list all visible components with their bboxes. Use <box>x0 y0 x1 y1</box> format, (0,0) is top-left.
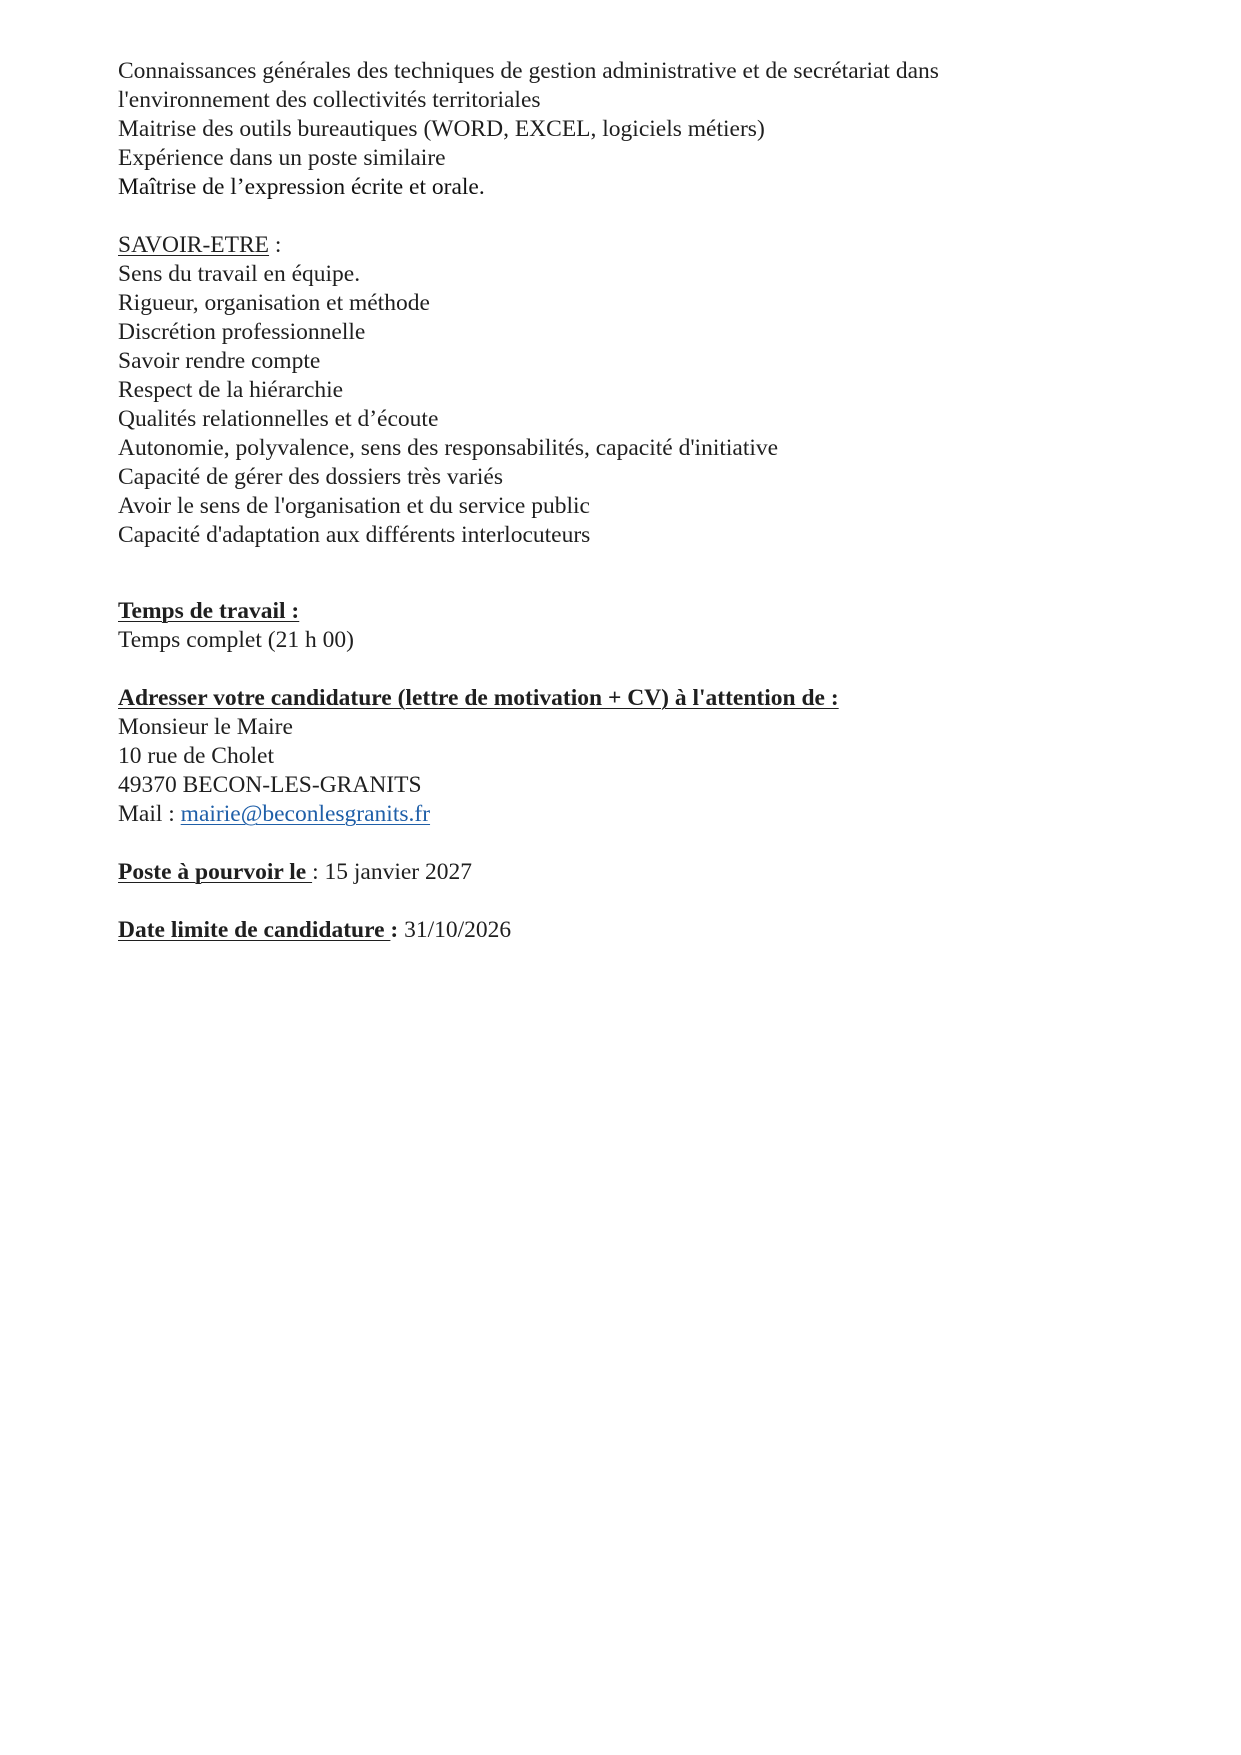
competence-line: Connaissances générales des techniques de gestion administrative et de secrétariat dans <box>118 58 939 84</box>
savoir-etre-heading: SAVOIR-ETRE <box>118 232 270 258</box>
competence-line: Expérience dans un poste similaire <box>118 145 446 171</box>
poste-line <box>118 858 1138 887</box>
savoir-etre-item: Rigueur, organisation et méthode <box>118 290 430 316</box>
poste-value: 15 janvier 2027 <box>324 859 472 885</box>
temps-de-travail-heading: Temps de travail : <box>118 598 300 624</box>
savoir-etre-heading-line <box>118 231 1138 260</box>
candidature-mail-line <box>118 800 1138 829</box>
savoir-etre-item: Avoir le sens de l'organisation et du service public <box>118 493 590 519</box>
poste-separator: : <box>312 859 325 885</box>
candidature-heading: Adresser votre candidature (lettre de motivation + CV) à l'attention de : <box>118 685 839 711</box>
candidature-block <box>118 684 1138 829</box>
candidature-city: 49370 BECON-LES-GRANITS <box>118 772 422 798</box>
candidature-street: 10 rue de Cholet <box>118 743 274 769</box>
competence-line: l'environnement des collectivités territoriales <box>118 87 541 113</box>
savoir-etre-item: Discrétion professionnelle <box>118 319 366 345</box>
spacer <box>118 550 1138 597</box>
mail-link[interactable]: mairie@beconlesgranits.fr <box>180 801 431 827</box>
spacer <box>118 829 1138 858</box>
savoir-etre-item: Qualités relationnelles et d’écoute <box>118 406 439 432</box>
document-body <box>118 57 1138 945</box>
mail-label: Mail : <box>118 801 181 827</box>
temps-de-travail-block <box>118 597 1138 655</box>
competence-line: Maitrise des outils bureautiques (WORD, EXCEL, logiciels métiers) <box>118 116 765 142</box>
savoir-etre-item: Capacité de gérer des dossiers très variés <box>118 464 503 490</box>
date-limite-heading: Date limite de candidature <box>118 917 391 943</box>
poste-block <box>118 858 1138 887</box>
competence-line: Maîtrise de l’expression écrite et orale. <box>118 174 485 200</box>
spacer <box>118 202 1138 231</box>
savoir-etre-item: Respect de la hiérarchie <box>118 377 344 403</box>
savoir-etre-item: Sens du travail en équipe. <box>118 261 361 287</box>
savoir-etre-block <box>118 231 1138 550</box>
date-limite-line <box>118 916 1138 945</box>
competences-block <box>118 57 1138 202</box>
savoir-etre-item: Capacité d'adaptation aux différents interlocuteurs <box>118 522 591 548</box>
spacer <box>118 887 1138 916</box>
spacer <box>118 655 1138 684</box>
date-limite-separator: : <box>390 917 399 943</box>
date-limite-block <box>118 916 1138 945</box>
poste-heading: Poste à pourvoir le <box>118 859 313 885</box>
savoir-etre-heading-suffix: : <box>269 232 282 258</box>
temps-de-travail-value: Temps complet (21 h 00) <box>118 627 354 653</box>
savoir-etre-item: Savoir rendre compte <box>118 348 321 374</box>
date-limite-value: 31/10/2026 <box>398 917 512 943</box>
candidature-recipient: Monsieur le Maire <box>118 714 293 740</box>
savoir-etre-item: Autonomie, polyvalence, sens des responsabilités, capacité d'initiative <box>118 435 779 461</box>
